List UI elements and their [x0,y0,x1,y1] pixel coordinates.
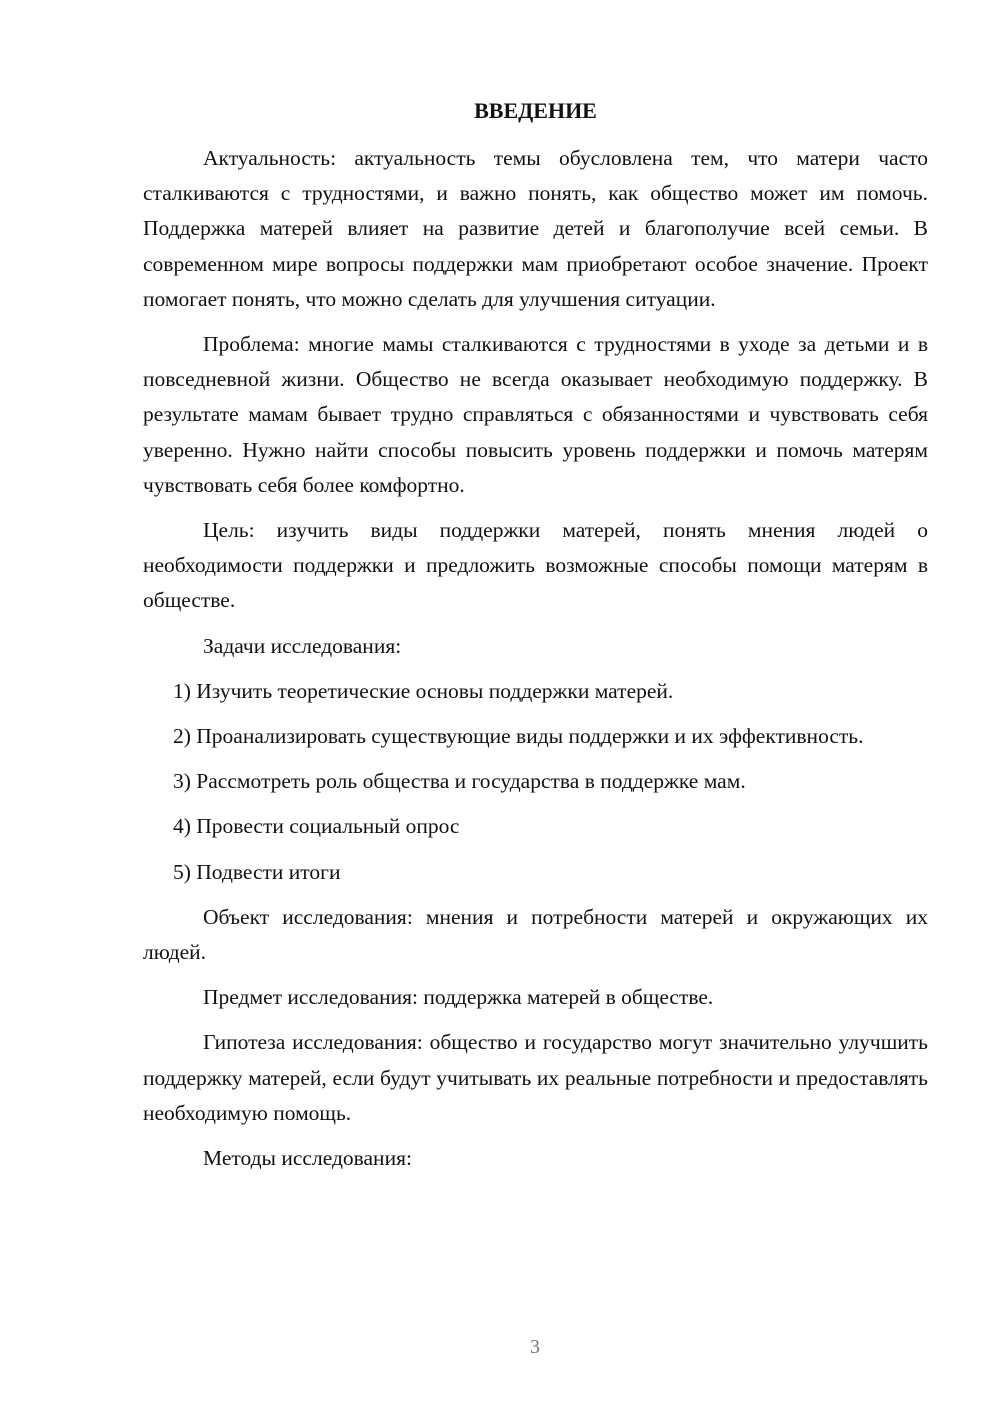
paragraph-object: Объект исследования: мнения и потребности матерей и окружающих их людей. [143,904,928,965]
task-item-3: 3) Рассмотреть роль общества и государства в поддержке мам. [173,769,746,794]
paragraph-tasks-heading: Задачи исследования: [203,633,402,658]
paragraph-goal: Цель: изучить виды поддержки матерей, понять мнения людей о необходимости поддержки и предложить возможные способы помощи матерям в обществе. [143,518,928,613]
section-title: ВВЕДЕНИЕ [474,98,597,123]
paragraph-problem: Проблема: многие мамы сталкиваются с трудностями в уходе за детьми и в повседневной жизни. Общество не всегда оказывает необходимую поддержку. В результате мамам бывает трудно справляться с обязанностями и чувствовать себя уверенно. Нужно найти способы повысить уровень поддержки и помочь матерям чувствовать себя более комфортно. [143,332,928,497]
task-item-1: 1) Изучить теоретические основы поддержки матерей. [173,678,674,703]
task-item-4: 4) Провести социальный опрос [173,814,460,839]
task-item-5: 5) Подвести итоги [173,859,341,884]
paragraph-relevance: Актуальность: актуальность темы обусловлена тем, что матери часто сталкиваются с трудностями, и важно понять, как общество может им помочь. Поддержка матерей влияет на развитие детей и благополучие всей семьи. В современном мире вопросы поддержки мам приобретают особое значение. Проект помогает понять, что можно сделать для улучшения ситуации. [143,146,928,311]
task-item-2: 2) Проанализировать существующие виды поддержки и их эффективность. [173,724,864,749]
paragraph-subject: Предмет исследования: поддержка матерей в обществе. [203,985,714,1010]
page-number: 3 [530,1336,540,1358]
body-text [143,141,928,1186]
paragraph-hypothesis: Гипотеза исследования: общество и государство могут значительно улучшить поддержку матерей, если будут учитывать их реальные потребности и предоставлять необходимую помощь. [143,1030,928,1125]
paragraph-methods-heading: Методы исследования: [203,1146,412,1171]
